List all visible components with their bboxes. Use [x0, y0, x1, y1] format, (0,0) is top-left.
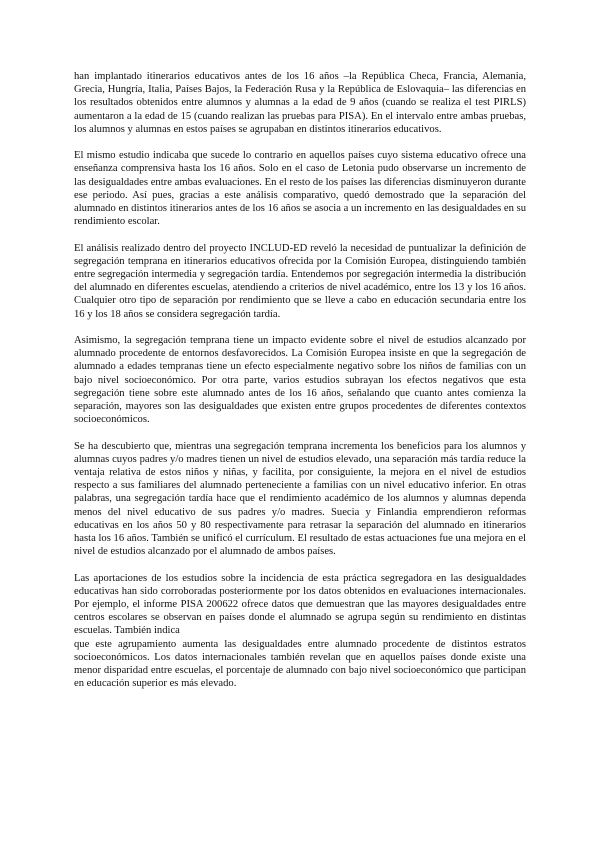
document-body: [74, 70, 526, 704]
paragraph-itinerarios-paises: han implantado itinerarios educativos antes de los 16 años –la República Checa, Francia, Alemania, Grecia, Hungría, Italia, Países Bajos, la Federación Rusa y la República de Eslovaquia– las diferencias en los resultados obtenidos entre alumnos y alumnas a la edad de 9 años (cuando se realiza el test PIRLS) aumentaron a la edad de 15 (cuando realizan las pruebas para PISA). En el intervalo entre ambas pruebas, los alumnos y alumnas en estos países se agrupaban en distintos itinerarios educativos.: [74, 71, 526, 135]
paragraph-estudio-comprensiva: El mismo estudio indicaba que sucede lo contrario en aquellos países cuyo sistema educativo ofrece una enseñanza comprensiva hasta los 16 años. Solo en el caso de Letonia pudo observarse un incremento de las desigualdades entre ambas evaluaciones. En el resto de los países las diferencias disminuyeron durante ese periodo. Así pues, gracias a este análisis comparativo, quedó demostrado que la separación del alumnado en distintos itinerarios antes de los 16 años se asocia a un incremento en las desigualdades en su rendimiento escolar.: [74, 150, 526, 228]
paragraph-includ-ed: El análisis realizado dentro del proyecto INCLUD-ED reveló la necesidad de puntualizar la definición de segregación temprana en itinerarios educativos ofrecida por la Comisión Europea, distinguiendo también entre segregación intermedia y segregación tardía. Entendemos por segregación intermedia la distribución del alumnado en diferentes escuelas, atendiendo a criterios de nivel académico, entre los 13 y los 16 años. Cualquier otro tipo de separación por rendimiento que se lleve a cabo en educación secundaria entre los 16 y los 18 años se considera segregación tardía.: [74, 242, 526, 320]
paragraph-aportaciones-part-2: que este agrupamiento aumenta las desigualdades entre alumnado procedente de distintos estratos socioeconómicos. Los datos internacionales también revelan que en aquellos países donde existe una menor disparidad entre escuelas, el porcentaje de alumnado con bajo nivel socioeconómico que participan en educación superior es más elevado.: [74, 638, 526, 690]
paragraph-aportaciones: [74, 572, 526, 691]
paragraph-aportaciones-part-1: Las aportaciones de los estudios sobre la incidencia de esta práctica segregadora en las desigualdades educativas han sido corroboradas posteriormente por los datos obtenidos en evaluaciones internacionales. Por ejemplo, el informe PISA 200622 ofrece datos que demuestran que las mayores desigualdades entre centros escolares se observan en países donde el alumnado se agrupa según su rendimiento en distintas escuelas. También indica: [74, 572, 526, 637]
paragraph-segregacion-tardia: Se ha descubierto que, mientras una segregación temprana incrementa los beneficios para los alumnos y alumnas cuyos padres y/o madres tienen un nivel de estudios elevado, una separación más tardía reduce la ventaja relativa de estos niños y niñas, y facilita, por consiguiente, la mejora en el nivel de estudios respecto a sus familiares del alumnado perteneciente a familias con un nivel educativo inferior. En otras palabras, una segregación tardía hace que el rendimiento académico de los alumnos y alumnas dependa menos del nivel educativo de sus padres y/o madres. Suecia y Finlandia emprendieron reformas educativas en los años 50 y 80 respectivamente para retrasar la separación del alumnado en itinerarios hasta los 16 años. También se unificó el currículum. El resultado de estas actuaciones fue una mejora en el nivel de estudios alcanzado por el alumnado de ambos países.: [74, 440, 526, 558]
paragraph-segregacion-temprana: Asimismo, la segregación temprana tiene un impacto evidente sobre el nivel de estudios alcanzado por alumnado procedente de entornos desfavorecidos. La Comisión Europea insiste en que la segregación de alumnado a edades tempranas tiene un efecto especialmente negativo sobre los niños de familias con un bajo nivel socioeconómico. Por otra parte, varios estudios subrayan los efectos negativos que esta segregación tiene sobre este alumnado antes de los 16 años, señalando que cuanto antes comienza la separación, mayores son las desigualdades que existen entre grupos procedentes de diferentes contextos socioeconómicos.: [74, 335, 526, 426]
